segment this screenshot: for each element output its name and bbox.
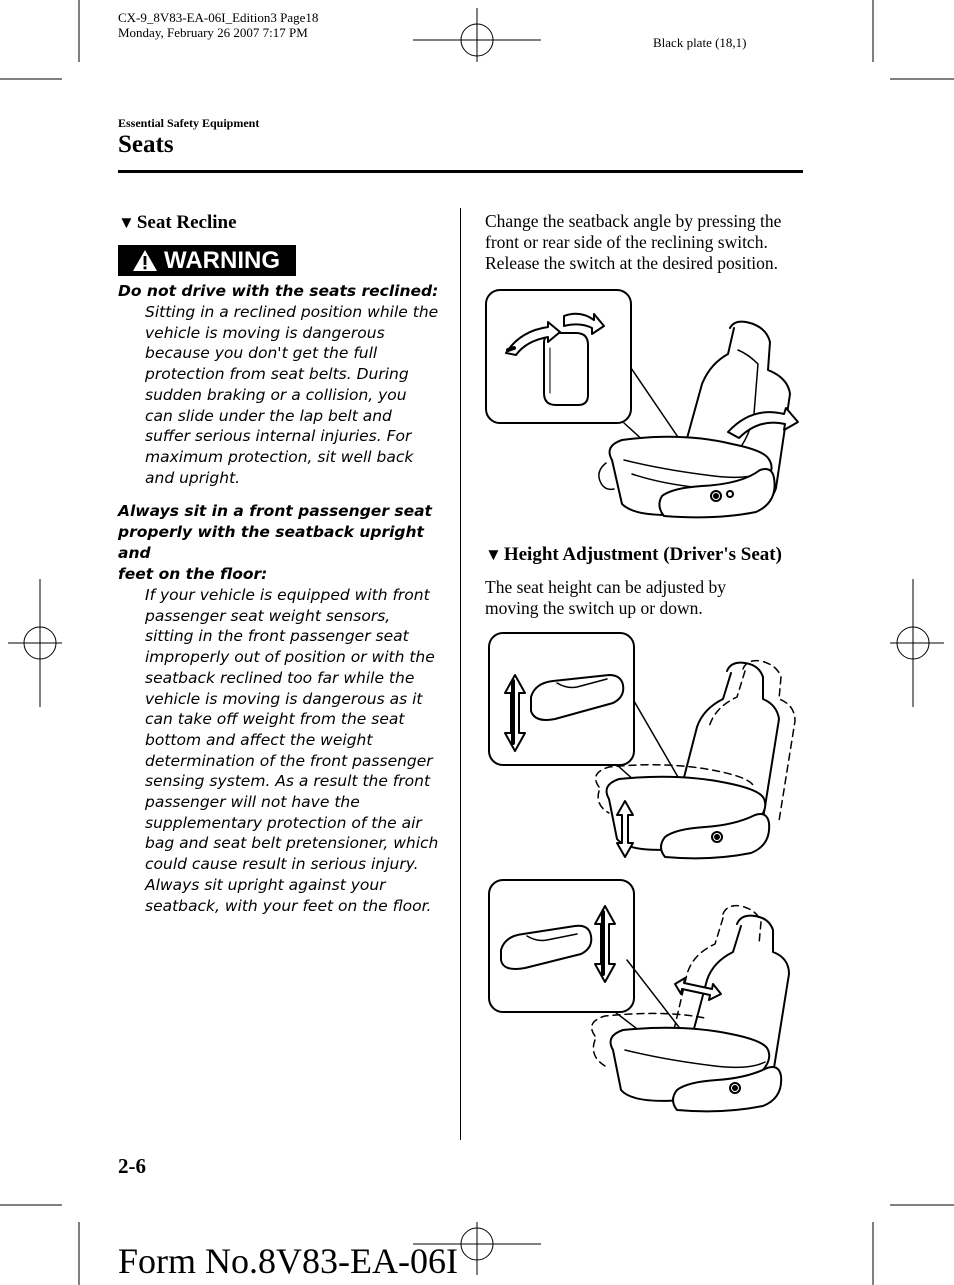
warning-badge bbox=[118, 245, 296, 276]
warning-line: sensing system. As a result the front bbox=[145, 772, 431, 791]
warning-line: Sitting in a reclined position while the bbox=[145, 303, 439, 321]
warning-line: because you don't get the full bbox=[145, 344, 378, 363]
warning-line: sudden braking or a collision, you bbox=[145, 385, 407, 404]
warning-line: vehicle is moving is dangerous bbox=[145, 323, 385, 342]
warning-2-body bbox=[118, 585, 448, 916]
warning-line: maximum protection, sit well back bbox=[145, 447, 414, 466]
warning-line: If your vehicle is equipped with front bbox=[145, 586, 430, 604]
warning-triangle-icon bbox=[132, 249, 158, 272]
warning-line: supplementary protection of the air bbox=[145, 813, 422, 832]
warning-block-1 bbox=[118, 281, 448, 488]
height-switch-illustration-1 bbox=[487, 631, 807, 871]
warning-line: determination of the front passenger bbox=[145, 751, 433, 770]
warning-line: seatback reclined too far while the bbox=[145, 668, 415, 687]
print-meta bbox=[118, 10, 318, 40]
warning-block-2 bbox=[118, 501, 448, 916]
warning-line: could cause result in serious injury. bbox=[145, 855, 419, 874]
page-title: Seats bbox=[118, 131, 174, 158]
recline-switch-illustration bbox=[484, 288, 814, 528]
warning-line: and upright. bbox=[145, 468, 241, 487]
text-line: Release the switch at the desired position. bbox=[485, 253, 779, 273]
warning-line: protection from seat belts. During bbox=[145, 365, 409, 384]
seat-recline-heading bbox=[118, 212, 237, 234]
warning-head-line: feet on the floor: bbox=[118, 565, 268, 583]
height-adjustment-heading-text: Height Adjustment (Driver's Seat) bbox=[503, 544, 782, 565]
text-line: The seat height can be adjusted by bbox=[485, 577, 727, 597]
plate-label: Black plate (18,1) bbox=[653, 35, 747, 50]
warning-1-head: Do not drive with the seats reclined: bbox=[118, 282, 439, 300]
warning-1-body bbox=[118, 302, 448, 488]
warning-line: can take off weight from the seat bbox=[145, 710, 405, 729]
text-line: Change the seatback angle by pressing the bbox=[485, 211, 782, 231]
warning-line: suffer serious internal injuries. For bbox=[145, 427, 412, 446]
warning-head-line: Always sit in a front passenger seat bbox=[118, 502, 432, 520]
warning-label: WARNING bbox=[164, 247, 280, 274]
warning-line: sitting in the front passenger seat bbox=[145, 627, 409, 646]
print-meta-line2: Monday, February 26 2007 7:17 PM bbox=[118, 25, 308, 40]
print-meta-line1: CX-9_8V83-EA-06I_Edition3 Page18 bbox=[118, 10, 319, 25]
column-divider bbox=[460, 208, 461, 1140]
warning-line: Always sit upright against your bbox=[145, 875, 386, 894]
warning-line: bottom and affect the weight bbox=[145, 730, 373, 749]
triangle-marker-icon: ▼ bbox=[118, 213, 135, 232]
height-instructions bbox=[485, 577, 805, 619]
seat-recline-heading-text: Seat Recline bbox=[136, 212, 237, 233]
triangle-marker-icon: ▼ bbox=[485, 545, 502, 564]
recline-instructions bbox=[485, 211, 805, 274]
warning-line: vehicle is moving is dangerous as it bbox=[145, 689, 423, 708]
text-line: moving the switch up or down. bbox=[485, 598, 703, 618]
warning-line: passenger will not have the bbox=[145, 793, 360, 812]
text-line: front or rear side of the reclining switch. bbox=[485, 232, 768, 252]
warning-line: seatback, with your feet on the floor. bbox=[145, 896, 432, 915]
warning-2-head bbox=[118, 501, 448, 585]
warning-line: passenger seat weight sensors, bbox=[145, 606, 391, 625]
page-number: 2-6 bbox=[118, 1154, 146, 1178]
form-number: Form No.8V83-EA-06I bbox=[118, 1241, 458, 1281]
height-adjustment-heading bbox=[485, 544, 782, 566]
warning-line: can slide under the lap belt and bbox=[145, 406, 392, 425]
warning-line: improperly out of position or with the bbox=[145, 648, 435, 667]
warning-head-line: properly with the seatback upright and bbox=[118, 523, 424, 562]
height-switch-illustration-2 bbox=[487, 878, 807, 1118]
section-label: Essential Safety Equipment bbox=[118, 116, 260, 130]
title-rule bbox=[118, 170, 803, 173]
warning-line: bag and seat belt pretensioner, which bbox=[145, 834, 439, 853]
